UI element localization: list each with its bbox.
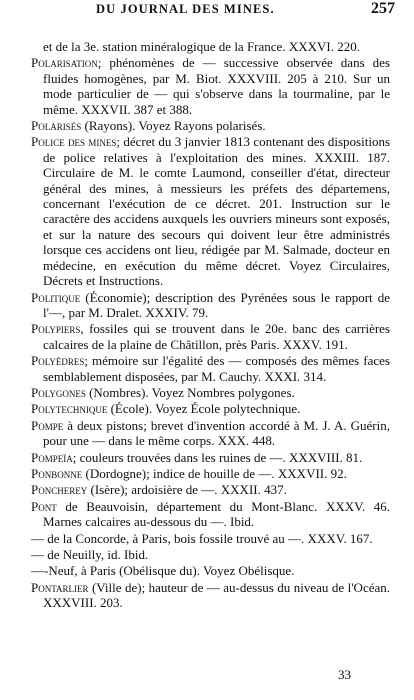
index-entry [31,418,390,449]
entry-term: Polarisation [31,55,98,71]
entry-term: Poncherey [31,482,88,498]
entry-term: Politique [31,289,81,305]
index-entries [31,39,390,612]
index-entry [31,580,390,611]
entry-text: (Isère); ardoisière de —. XXXII. 437. [87,482,287,498]
entry-text: , fossiles qui se trouvent dans le 20e. banc des carrières calcaires de la plaine de Châtillon, près Paris. XXXV. 191. [43,321,390,352]
entry-text: (Rayons). Voyez Rayons polarisés. [81,118,266,134]
index-entry [31,134,390,288]
entry-term: Polytechnique [31,401,108,417]
index-entry [31,321,390,352]
index-entry [31,353,390,384]
index-entry [31,290,390,321]
index-entry [31,401,390,416]
entry-term: Polyèdres [31,353,85,369]
entry-term: Pompeïa [31,449,73,465]
entry-text: (École). Voyez École polytechnique. [107,401,301,417]
index-entry [31,499,390,530]
entry-text: — de Neuilly, id. Ibid. [31,547,149,562]
entry-text: (Ville de); hauteur de — au-dessus du niveau de l'Océan. XXXVIII. 203. [43,579,390,611]
page-number: 257 [371,0,395,17]
index-entry [31,385,390,400]
entry-text: (Dordogne); indice de houille de —. XXXVII. 92. [82,465,347,481]
entry-text: de Beauvoisin, département du Mont-Blanc. XXXV. 46. Marnes calcaires au-dessous du —. Ibid. [43,498,390,530]
entry-term: Pontarlier [31,579,89,595]
index-entry [31,466,390,481]
index-subentry [31,547,390,562]
entry-term: Polypiers [31,321,81,337]
entry-term: Pompe [31,417,64,433]
entry-text: —-Neuf, à Paris (Obélisque du). Voyez Obélisque. [31,563,295,579]
index-entry [31,55,390,117]
entry-text: — de la Concorde, à Paris, bois fossile trouvé au —. XXXV. 167. [31,530,373,546]
index-entry-continued: et de la 3e. station minéralogique de la France. XXXVI. 220. [43,39,360,54]
entry-term: Polygones [31,384,86,400]
entry-text: ; phénomènes de — successive observée dans des fluides homogènes, par M. Biot. XXXVIII. 205 à 210. Sur un mode particulier de — qui s'observe dans la tourmaline, par le même. XXXVII. 387 et 388. [43,55,390,117]
index-subentry [31,531,390,546]
index-entry [31,450,390,465]
entry-term: Polarisés [31,118,82,134]
index-entry [31,118,390,133]
entry-term: Police des mines [31,134,117,150]
entry-term: Pont [31,498,57,514]
entry-term: Ponbonne [31,465,83,481]
entry-text: ; mémoire sur l'égalité des — composés des mêmes faces semblablement disposées, par M. Cauchy. XXXI. 314. [43,353,390,384]
index-subentry [31,563,390,578]
entry-text: (Économie); description des Pyrénées sous le rapport de l'—, par M. Dralet. XXXIV. 79. [43,289,390,320]
entry-text: (Nombres). Voyez Nombres polygones. [85,384,295,400]
index-entry [31,482,390,497]
entry-text: ; couleurs trouvées dans les ruines de —. XXXVIII. 81. [72,449,363,465]
running-header: DU JOURNAL DES MINES. [96,2,275,16]
entry-text: ; décret du 3 janvier 1813 contenant des dispositions de police relatives à l'exploitation des mines. XXXIII. 187. Circulaire de M. le comte Laumond, conseiller d'état, directeur général des mines, à messieurs les préfets des départemens, concernant l'exécution de ce décret. 201. Instruction sur le caractère des accidens auxquels les ouvriers mineurs sont exposés, et sur la nature des secours qui doivent leur être administrés lorsque ces accidens ont lieu, rédigée par M. Salmade, docteur en médecine, en exécution du même décret. Voyez Circulaires, Décrets et Instructions. [43,134,390,289]
signature-mark: 33 [338,667,351,682]
entry-text: à deux pistons; brevet d'invention accordé à M. J. A. Guérin, pour une — dans le même corps. XXX. 448. [43,417,390,449]
